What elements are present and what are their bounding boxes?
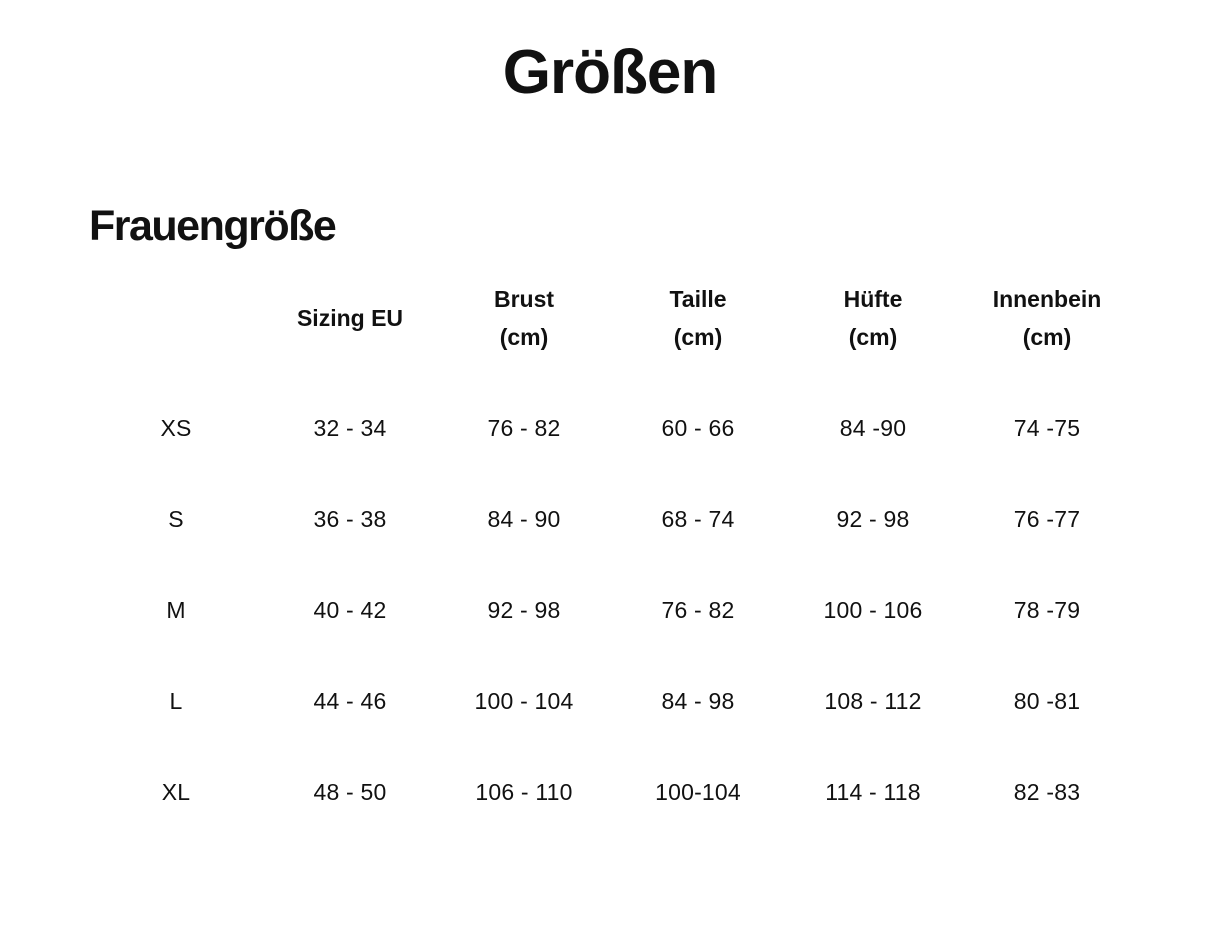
header-brust — [439, 280, 609, 356]
section-title: Frauengröße — [89, 202, 336, 250]
header-label: Sizing EU — [296, 305, 404, 331]
table-cell: 76 - 82 — [661, 597, 735, 623]
table-cell: 80 -81 — [1013, 688, 1081, 714]
table-cell: 76 -77 — [1013, 506, 1081, 532]
table-cell: 82 -83 — [1013, 779, 1081, 805]
header-taille — [613, 280, 783, 356]
header-unit: (cm) — [499, 324, 549, 350]
size-label: M — [166, 597, 186, 623]
table-cell: 84 - 90 — [487, 506, 561, 532]
table-cell: 68 - 74 — [661, 506, 735, 532]
header-unit: (cm) — [673, 324, 723, 350]
header-label: Taille — [669, 286, 727, 312]
table-cell: 100 - 104 — [474, 688, 574, 714]
table-cell: 60 - 66 — [661, 415, 735, 441]
size-label: L — [169, 688, 183, 714]
table-cell: 114 - 118 — [825, 779, 921, 805]
table-cell: 84 - 98 — [661, 688, 735, 714]
page-title: Größen — [502, 38, 718, 107]
header-unit: (cm) — [848, 324, 898, 350]
header-unit: (cm) — [1022, 324, 1072, 350]
size-label: XL — [161, 779, 191, 805]
table-cell: 84 -90 — [839, 415, 907, 441]
size-label: XS — [160, 415, 192, 441]
table-cell: 108 - 112 — [824, 688, 922, 714]
header-innenbein — [962, 280, 1132, 356]
table-cell: 100 - 106 — [823, 597, 923, 623]
table-cell: 92 - 98 — [487, 597, 561, 623]
header-sizing-eu — [265, 299, 435, 337]
table-cell: 92 - 98 — [836, 506, 910, 532]
table-cell: 44 - 46 — [313, 688, 387, 714]
table-cell: 106 - 110 — [475, 779, 573, 805]
header-huefte — [788, 280, 958, 356]
table-cell: 32 - 34 — [313, 415, 387, 441]
table-cell: 74 -75 — [1013, 415, 1081, 441]
table-cell: 36 - 38 — [313, 506, 387, 532]
size-label: S — [168, 506, 184, 532]
table-cell: 78 -79 — [1013, 597, 1081, 623]
table-cell: 100-104 — [655, 779, 741, 805]
header-label: Brust — [493, 286, 555, 312]
header-label: Innenbein — [992, 286, 1102, 312]
table-cell: 76 - 82 — [487, 415, 561, 441]
table-cell: 48 - 50 — [313, 779, 387, 805]
header-label: Hüfte — [843, 286, 903, 312]
table-cell: 40 - 42 — [313, 597, 387, 623]
